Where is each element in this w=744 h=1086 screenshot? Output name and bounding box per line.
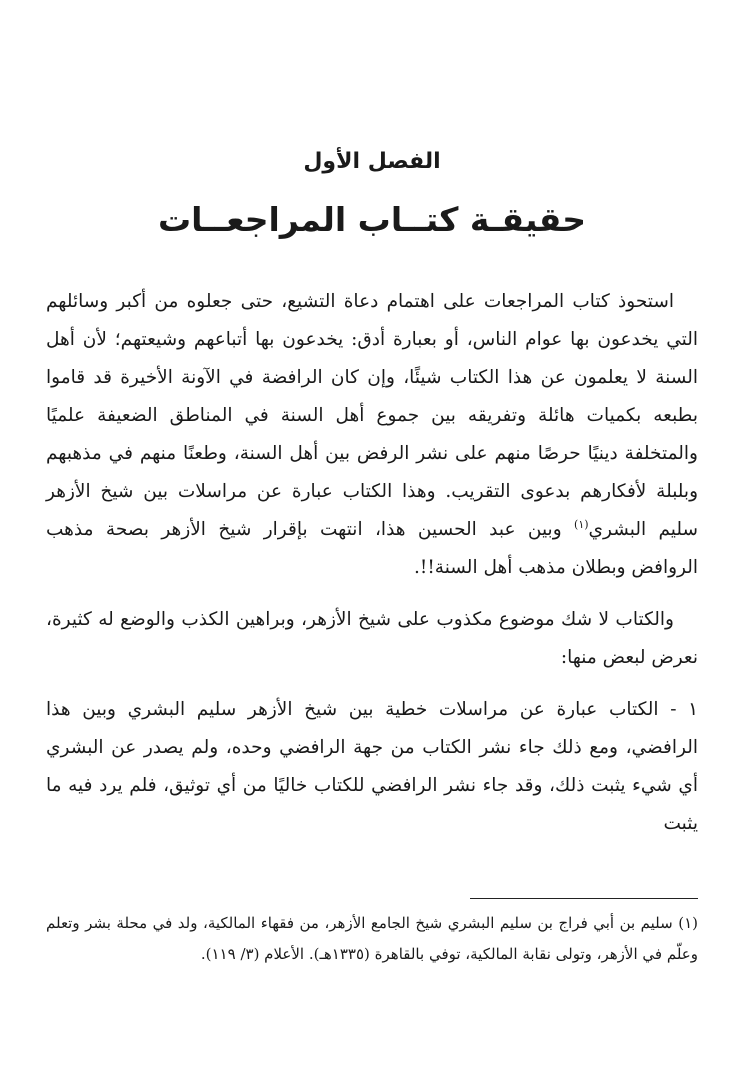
footnote-reference: (١) — [574, 517, 589, 531]
paragraph-intro-end: وبين عبد الحسين هذا، انتهت بإقرار شيخ الأزهر بصحة مذهب الروافض وبطلان مذهب أهل السنة!!. — [46, 519, 698, 578]
footnote-divider — [470, 898, 698, 899]
chapter-label: الفصل الأول — [303, 149, 441, 174]
chapter-title: حقيقـة كتــاب المراجعــات — [158, 200, 586, 239]
body-text — [46, 283, 698, 843]
paragraph-claim: والكتاب لا شك موضوع مكذوب على شيخ الأزهر، وبراهين الكذب والوضع له كثيرة، نعرض لبعض منها: — [46, 609, 698, 668]
paragraph-point-one: ١ - الكتاب عبارة عن مراسلات خطية بين شيخ الأزهر سليم البشري وبين هذا الرافضي، ومع ذلك جاء نشر الكتاب من جهة الرافضي وحده، ولم يصدر عن البشري أي شيء يثبت ذلك، وقد جاء نشر الرافضي للكتاب خاليًا من أي توثيق، فلم يرد فيه ما يثبت — [46, 699, 698, 834]
footnote: (١) سليم بن أبي فراج بن سليم البشري شيخ الجامع الأزهر، من فقهاء المالكية، ولد في محلة بشر وتعلم وعلّم في الأزهر، وتولى نقابة المالكية، توفي بالقاهرة (١٣٣٥هـ). الأعلام (٣/ ١١٩). — [46, 914, 698, 963]
paragraph-intro — [46, 283, 698, 587]
paragraph-intro-text: استحوذ كتاب المراجعات على اهتمام دعاة التشيع، حتى جعلوه من أكبر وسائلهم التي يخدعون بها عوام الناس، أو بعبارة أدق: يخدعون بها أتباعهم وشيعتهم؛ لأن أهل السنة لا يعلمون عن هذا الكتاب شيئًا، وإن كان الرافضة في الآونة الأخيرة قد قاموا بطبعه بكميات هائلة وتفريقه بين جموع أهل السنة في المناطق الضعيفة علميًا والمتخلفة دينيًا حرصًا منهم على نشر الرفض بين أهل السنة، وطعنًا منهم في مذهبهم وبلبلة لأفكارهم بدعوى التقريب. وهذا الكتاب عبارة عن مراسلات بين شيخ الأزهر سليم البشري — [46, 291, 698, 540]
